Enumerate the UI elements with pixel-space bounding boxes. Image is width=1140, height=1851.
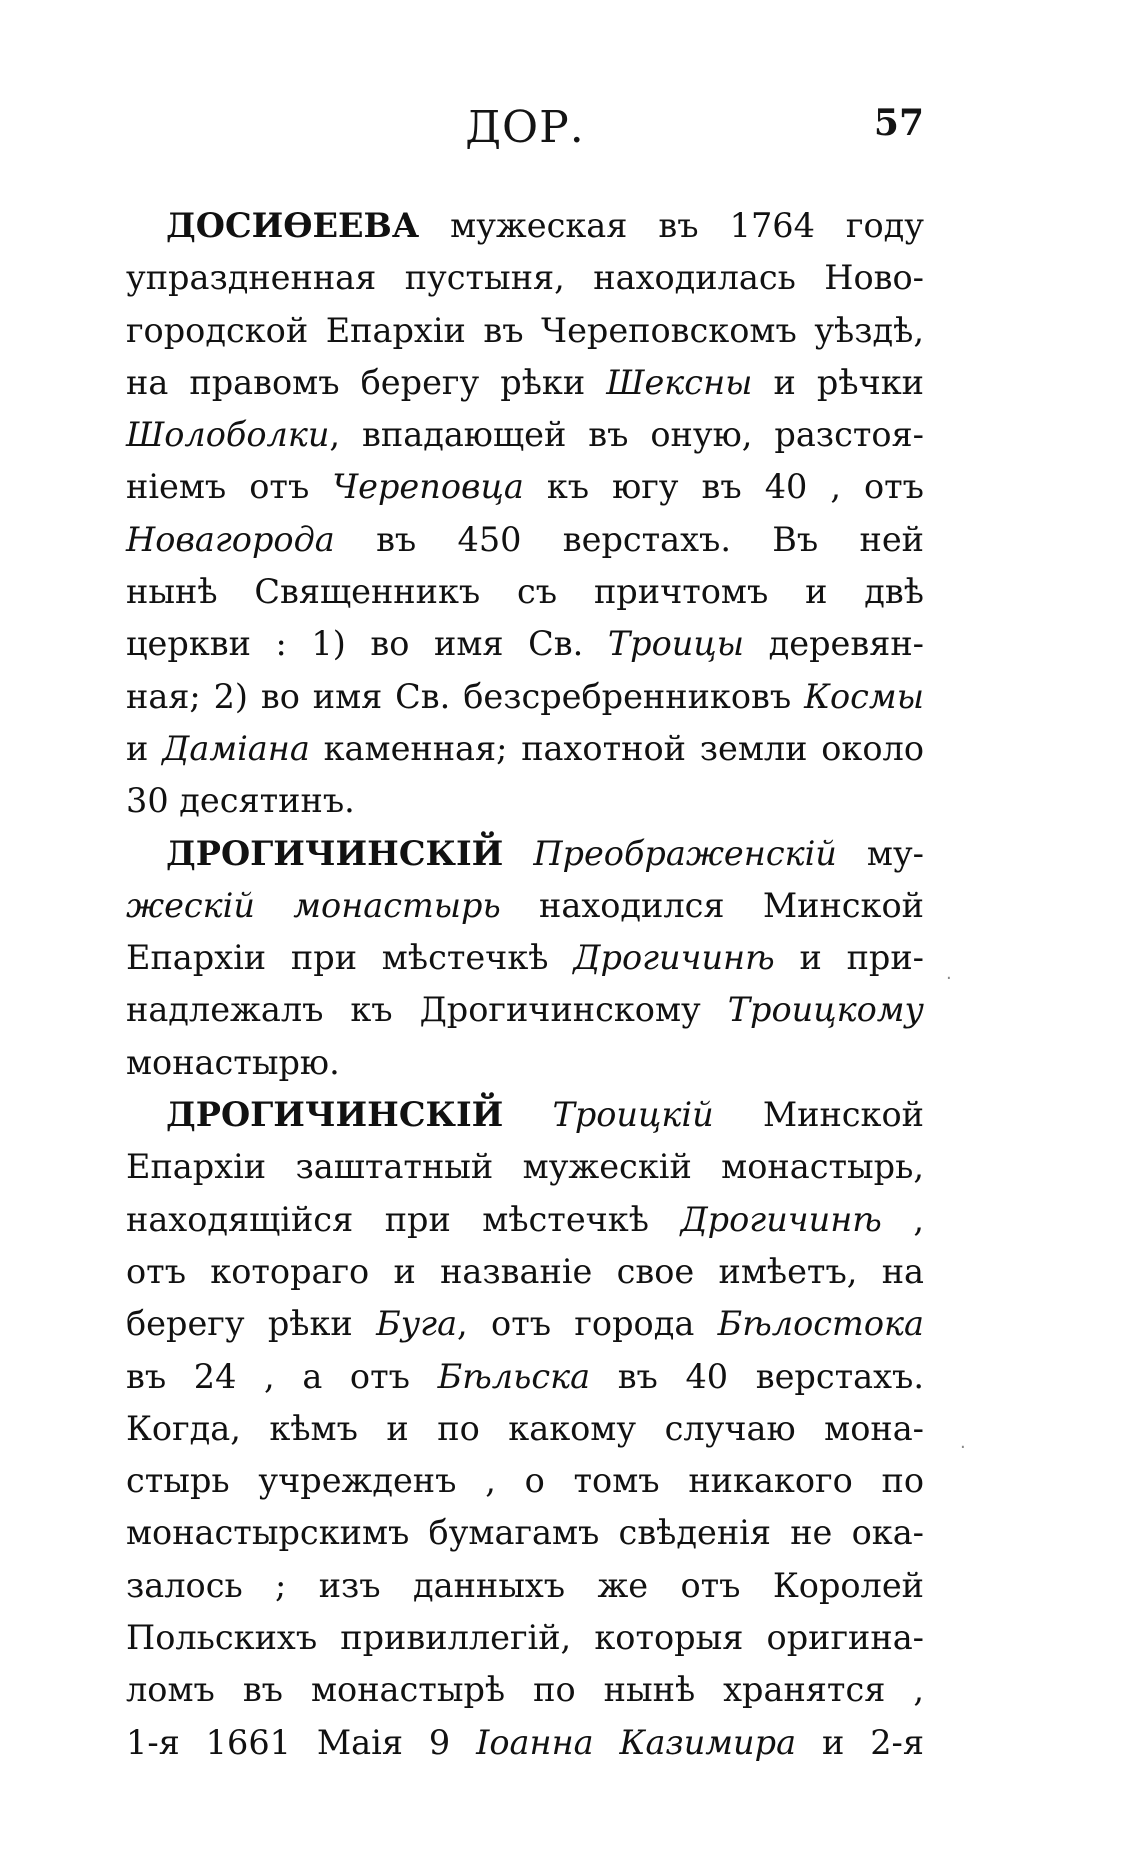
text-line (126, 1664, 924, 1716)
text-line (126, 1507, 924, 1559)
headword: ДРОГИЧИНСКІЙ (166, 1095, 504, 1135)
text-segment: мужеская въ 1764 году (419, 206, 924, 245)
text-line (126, 932, 924, 984)
text-segment: берегу рѣки (126, 1304, 377, 1344)
text-segment: нынѣ Священникъ съ причтомъ и двѣ (126, 572, 924, 612)
text-segment: церкви : 1) во имя Св. (126, 624, 608, 664)
italic-name: Космы (804, 676, 924, 716)
italic-name: Даміана (162, 728, 310, 768)
paper-speck: · (960, 1437, 966, 1458)
text-line (126, 1194, 924, 1246)
page-number: 57 (873, 102, 924, 144)
text-line (126, 1403, 924, 1455)
text-segment: , отъ города (457, 1304, 718, 1344)
text-line (126, 1037, 924, 1089)
text-segment: ніемъ отъ (126, 467, 333, 507)
text-segment: , (881, 1199, 924, 1239)
italic-name: Дрогичинѣ (573, 938, 775, 978)
text-segment: городской Епархіи въ Череповскомъ уѣздѣ, (126, 310, 924, 350)
italic-name: Бѣльска (437, 1356, 591, 1396)
text-segment: въ 40 верстахъ. (590, 1356, 924, 1396)
text-line (126, 409, 924, 461)
text-line (126, 461, 924, 513)
text-segment: Польскихъ привиллегій, которыя оригина- (126, 1618, 924, 1658)
text-line (126, 775, 924, 827)
italic-name: Буга (376, 1304, 458, 1344)
text-line (126, 1717, 924, 1769)
text-line (126, 618, 924, 670)
text-segment: деревян- (744, 624, 924, 664)
text-line (126, 984, 924, 1036)
text-line (126, 514, 924, 566)
text-segment: , впадающей въ оную, разстоя- (329, 415, 924, 455)
text-line (126, 305, 924, 357)
text-segment: и при- (774, 938, 924, 978)
text-segment: надлежалъ къ Дрогичинскому (126, 990, 728, 1030)
text-segment: находился Минской (500, 885, 924, 925)
text-segment: залось ; изъ данныхъ же отъ Королей (126, 1565, 924, 1605)
italic-name: Іоанна Казимира (476, 1722, 797, 1762)
text-segment: ная; 2) во имя Св. безсребренниковъ (126, 676, 805, 716)
text-segment: 1-я 1661 Маія 9 (126, 1722, 477, 1762)
italic-name: Преображенскій (533, 833, 837, 873)
text-segment: къ югу въ 40 , отъ (523, 467, 924, 507)
italic-name: жескій монастырь (126, 885, 501, 925)
text-segment: и рѣчки (752, 362, 924, 402)
text-segment: Епархіи при мѣстечкѣ (126, 938, 574, 978)
text-segment: Епархіи заштатный мужескій монастырь, (126, 1147, 924, 1187)
text-line (126, 252, 924, 304)
paper-speck: · (946, 968, 952, 989)
text-line (126, 1246, 924, 1298)
text-line (126, 1351, 924, 1403)
text-segment: отъ котораго и названіе свое имѣетъ, на (126, 1251, 924, 1291)
text-line (126, 828, 924, 880)
text-segment: и (126, 728, 163, 768)
body-text (126, 200, 924, 1769)
text-segment: му- (836, 833, 924, 873)
text-segment: и 2-я (796, 1722, 924, 1762)
text-segment: находящійся при мѣстечкѣ (126, 1199, 681, 1239)
text-line (126, 1455, 924, 1507)
text-segment: монастырю. (126, 1042, 340, 1082)
text-segment: стырь учрежденъ , о томъ никакого по (126, 1461, 924, 1501)
text-line (126, 723, 924, 775)
text-line (126, 200, 924, 252)
headword: ДОСИѲЕЕВА (166, 206, 420, 245)
running-head: ДОР. (465, 102, 585, 153)
text-line (126, 1560, 924, 1612)
text-line (126, 1089, 924, 1141)
text-segment: каменная; пахотной земли около (309, 728, 924, 768)
text-line (126, 671, 924, 723)
text-line (126, 357, 924, 409)
italic-name: Череповца (332, 467, 524, 507)
italic-name: Шолоболки (126, 415, 330, 455)
italic-name: Троицкому (727, 990, 924, 1030)
headword: ДРОГИЧИНСКІЙ (166, 833, 504, 873)
text-segment: Когда, кѣмъ и по какому случаю мона- (126, 1408, 924, 1448)
text-segment: на правомъ берегу рѣки (126, 362, 607, 402)
text-segment: въ 24 , а отъ (126, 1356, 438, 1396)
italic-name: Троицы (607, 624, 745, 664)
text-segment: въ 450 верстахъ. Въ ней (334, 519, 924, 559)
text-line (126, 1612, 924, 1664)
text-line (126, 566, 924, 618)
text-segment: упраздненная пустыня, находилась Ново- (126, 258, 924, 298)
italic-name: Новагорода (126, 519, 335, 559)
italic-name: Троицкій (552, 1095, 714, 1135)
text-line (126, 1298, 924, 1350)
italic-name: Шексны (606, 362, 753, 402)
italic-name: Бѣлостока (717, 1304, 924, 1344)
italic-name: Дрогичинѣ (680, 1199, 882, 1239)
text-segment: 30 десятинъ. (126, 781, 355, 821)
text-segment: монастырскимъ бумагамъ свѣденія не ока- (126, 1513, 924, 1553)
text-segment (503, 1095, 552, 1134)
page-header (126, 102, 924, 162)
text-segment: ломъ въ монастырѣ по нынѣ хранятся , (126, 1670, 924, 1710)
text-line (126, 880, 924, 932)
text-line (126, 1141, 924, 1193)
text-segment (503, 834, 533, 873)
text-segment: Минской (713, 1095, 924, 1135)
